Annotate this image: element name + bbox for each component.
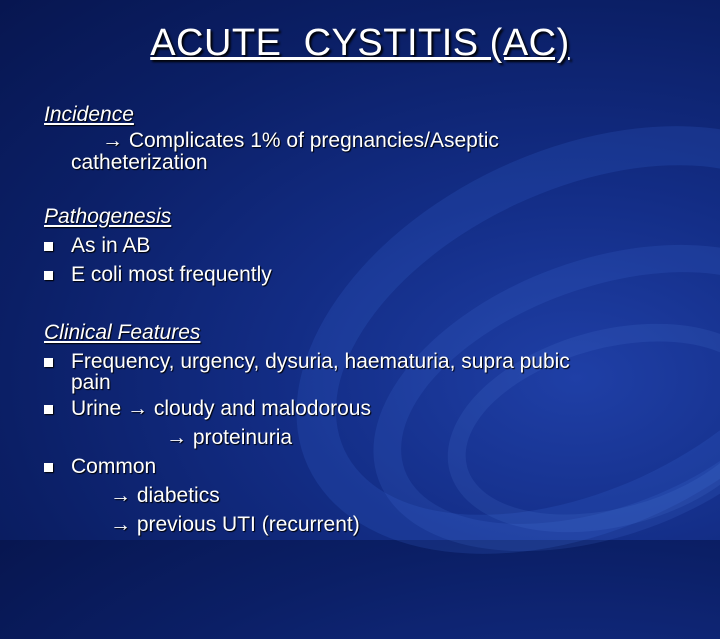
square-bullet-icon (44, 463, 53, 472)
clinical-subitem: → previous UTI (recurrent) (110, 513, 360, 536)
list-item (44, 231, 684, 260)
clinical-item-continued: pain (71, 371, 111, 394)
list-item (44, 452, 684, 481)
clinical-item: Common (71, 455, 157, 478)
pathogenesis-item: E coli most frequently (71, 263, 272, 286)
square-bullet-icon (44, 405, 53, 414)
list-item (44, 394, 684, 423)
square-bullet-icon (44, 242, 53, 251)
clinical-subitem: → diabetics (110, 484, 220, 507)
incidence-line: → Complicates 1% of pregnancies/Aseptic (102, 129, 499, 152)
pathogenesis-item: As in AB (71, 234, 151, 257)
clinical-item: Frequency, urgency, dysuria, haematuria, supra pubic (71, 350, 570, 373)
slide-body (44, 100, 684, 539)
list-item (44, 260, 684, 289)
clinical-features-heading: Clinical Features (44, 321, 201, 344)
pathogenesis-heading: Pathogenesis (44, 205, 172, 228)
incidence-line-continued: catheterization (71, 151, 208, 174)
square-bullet-icon (44, 358, 53, 367)
spacer (44, 173, 684, 202)
clinical-item: Urine → cloudy and malodorous (71, 397, 371, 420)
spacer (44, 289, 684, 318)
clinical-subitem: → proteinuria (166, 426, 293, 449)
slide-title: ACUTE CYSTITIS (AC) (150, 22, 570, 64)
square-bullet-icon (44, 271, 53, 280)
incidence-heading: Incidence (44, 103, 134, 126)
